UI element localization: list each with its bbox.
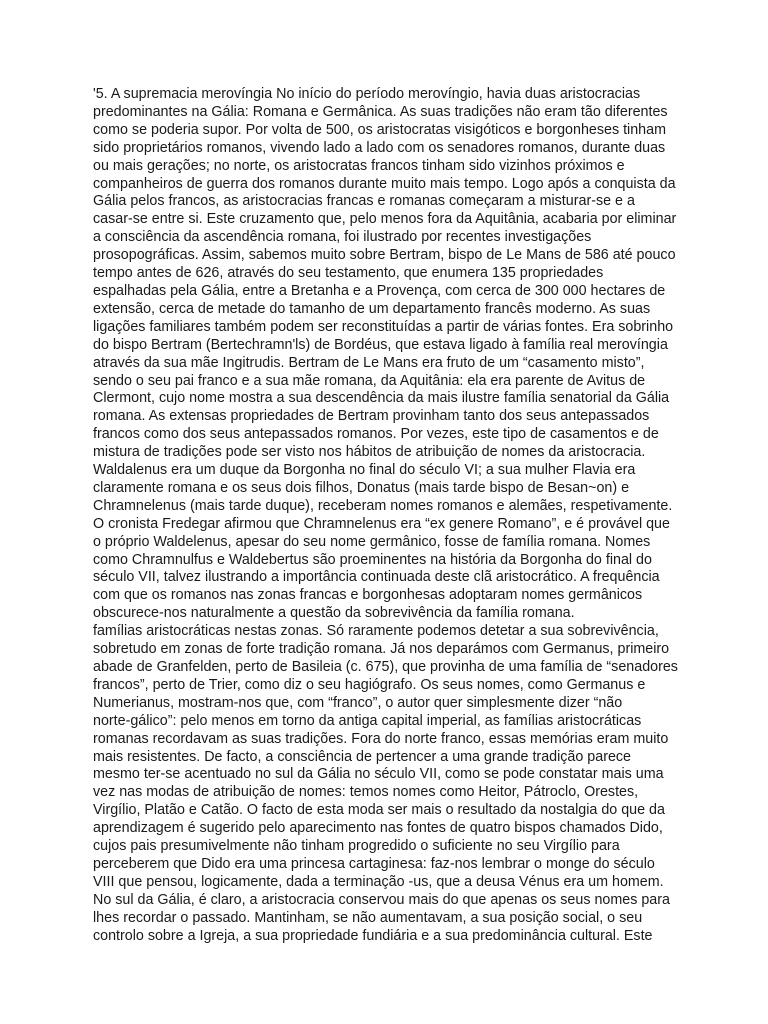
text-line: o próprio Waldelenus, apesar do seu nome germânico, fosse de família romana. Nomes bbox=[93, 533, 651, 550]
text-line: '5. A supremacia merovíngia No início do período merovíngio, havia duas aristocracias bbox=[93, 86, 641, 102]
text-line: romanas recordavam as suas tradições. Fora do norte franco, essas memórias eram muito bbox=[93, 730, 669, 747]
text-line: sido proprietários romanos, vivendo lado a lado com os senadores romanos, durante duas bbox=[93, 139, 666, 156]
text-line: cujos pais presumivelmente não tinham progredido o suficiente no seu Virgílio para bbox=[93, 838, 620, 855]
text-line: vez nas modas de atribuição de nomes: temos nomes como Heitor, Pátroclo, Orestes, bbox=[93, 784, 639, 801]
text-line: do bispo Bertram (Bertechramn'ls) de Bordéus, que estava ligado à família real merovíngia bbox=[93, 336, 668, 353]
text-line: ou mais gerações; no norte, os aristocratas francos tinham sido vizinhos próximos e bbox=[93, 157, 625, 174]
text-line: Virgílio, Platão e Catão. O facto de esta moda ser mais o resultado da nostalgia do que da bbox=[93, 802, 665, 819]
text-line: mais resistentes. De facto, a consciência de pertencer a uma grande tradição parece bbox=[93, 748, 632, 765]
text-line: aprendizagem é sugerido pelo aparecimento nas fontes de quatro bispos chamados Dido, bbox=[93, 820, 663, 837]
text-line: Clermont, cujo nome mostra a sua descendência da mais ilustre família senatorial da Gália bbox=[93, 390, 670, 407]
text-line: perceberem que Dido era uma princesa cartaginesa: faz-nos lembrar o monge do século bbox=[93, 855, 655, 872]
text-line: lhes recordar o passado. Mantinham, se não aumentavam, a sua posição social, o seu bbox=[93, 909, 643, 926]
text-line: Gália pelos francos, as aristocracias francas e romanas começaram a misturar-se e a bbox=[93, 193, 635, 210]
text-line: claramente romana e os seus dois filhos, Donatus (mais tarde bispo de Besan~on) e bbox=[93, 479, 630, 496]
text-line: espalhadas pela Gália, entre a Bretanha e a Provença, com cerca de 300 000 hectares de bbox=[93, 282, 666, 299]
text-line: obscurece-nos naturalmente a questão da sobrevivência da família romana. bbox=[93, 605, 575, 622]
text-line: como Chramnulfus e Waldebertus são proeminentes na história da Borgonha do final do bbox=[93, 551, 652, 568]
text-line: a consciência da ascendência romana, foi ilustrado por recentes investigações bbox=[93, 229, 592, 246]
text-line: No sul da Gália, é claro, a aristocracia conservou mais do que apenas os seus nomes para bbox=[93, 891, 670, 908]
text-line: Numerianus, mostram-nos que, com “franco”, o autor quer simplesmente dizer “não bbox=[93, 694, 623, 711]
text-line: Chramnelenus (mais tarde duque), receberam nomes romanos e alemães, respetivamente. bbox=[93, 497, 673, 514]
text-line: predominantes na Gália: Romana e Germânica. As suas tradições não eram tão diferentes bbox=[93, 103, 668, 120]
text-line: sendo o seu pai franco e a sua mãe romana, da Aquitânia: ela era parente de Avitus de bbox=[93, 372, 646, 389]
text-line: século VII, talvez ilustrando a importância continuada deste clã aristocrático. A frequência bbox=[93, 569, 660, 586]
text-line: abade de Granfelden, perto de Basileia (c. 675), que provinha de uma família de “senadores bbox=[93, 659, 678, 675]
body-text bbox=[93, 86, 693, 946]
text-line: com que os romanos nas zonas francas e borgonhesas adoptaram nomes germânicos bbox=[93, 587, 643, 604]
text-line: norte-gálico”: pelo menos em torno da antiga capital imperial, as famílias aristocráticas bbox=[93, 712, 642, 729]
text-line: Waldalenus era um duque da Borgonha no final do século VI; a sua mulher Flavia era bbox=[93, 462, 636, 479]
document-page bbox=[93, 86, 693, 946]
text-line: casar-se entre si. Este cruzamento que, pelo menos fora da Aquitânia, acabaria por eliminar bbox=[93, 211, 677, 228]
text-line: extensão, cerca de metade do tamanho de um departamento francês moderno. As suas bbox=[93, 300, 651, 317]
text-line: romana. As extensas propriedades de Bertram provinham tanto dos seus antepassados bbox=[93, 408, 650, 425]
text-line: mistura de tradições pode ser visto nos hábitos de atribuição de nomes da aristocracia. bbox=[93, 444, 646, 461]
text-line: controlo sobre a Igreja, a sua propriedade fundiária e a sua predominância cultural. Este bbox=[93, 927, 653, 944]
text-line: através da sua mãe Ingitrudis. Bertram de Le Mans era fruto de um “casamento misto”, bbox=[93, 354, 645, 371]
text-line: mesmo ter-se acentuado no sul da Gália no século VII, como se pode constatar mais uma bbox=[93, 766, 664, 783]
text-line: ligações familiares também podem ser reconstituídas a partir de várias fontes. Era sobrinho bbox=[93, 318, 674, 335]
text-line: francos como dos seus antepassados romanos. Por vezes, este tipo de casamentos e de bbox=[93, 426, 659, 443]
text-line: famílias aristocráticas nestas zonas. Só raramente podemos detetar a sua sobrevivência, bbox=[93, 623, 659, 640]
text-line: VIII que pensou, logicamente, dada a terminação -us, que a deusa Vénus era um homem. bbox=[93, 873, 664, 890]
text-line: O cronista Fredegar afirmou que Chramnelenus era “ex genere Romano”, e é provável que bbox=[93, 515, 670, 532]
text-line: tempo antes de 626, através do seu testamento, que enumera 135 propriedades bbox=[93, 265, 604, 282]
text-line: sobretudo em zonas de forte tradição romana. Já nos deparámos com Germanus, primeiro bbox=[93, 641, 670, 658]
text-line: francos”, perto de Trier, como diz o seu hagiógrafo. Os seus nomes, como Germanus e bbox=[93, 676, 646, 693]
text-line: companheiros de guerra dos romanos durante muito mais tempo. Logo após a conquista da bbox=[93, 175, 676, 192]
text-line: prosopográficas. Assim, sabemos muito sobre Bertram, bispo de Le Mans de 586 até pouco bbox=[93, 247, 676, 264]
text-line: como se poderia supor. Por volta de 500, os aristocratas visigóticos e borgonheses tinham bbox=[93, 121, 666, 138]
